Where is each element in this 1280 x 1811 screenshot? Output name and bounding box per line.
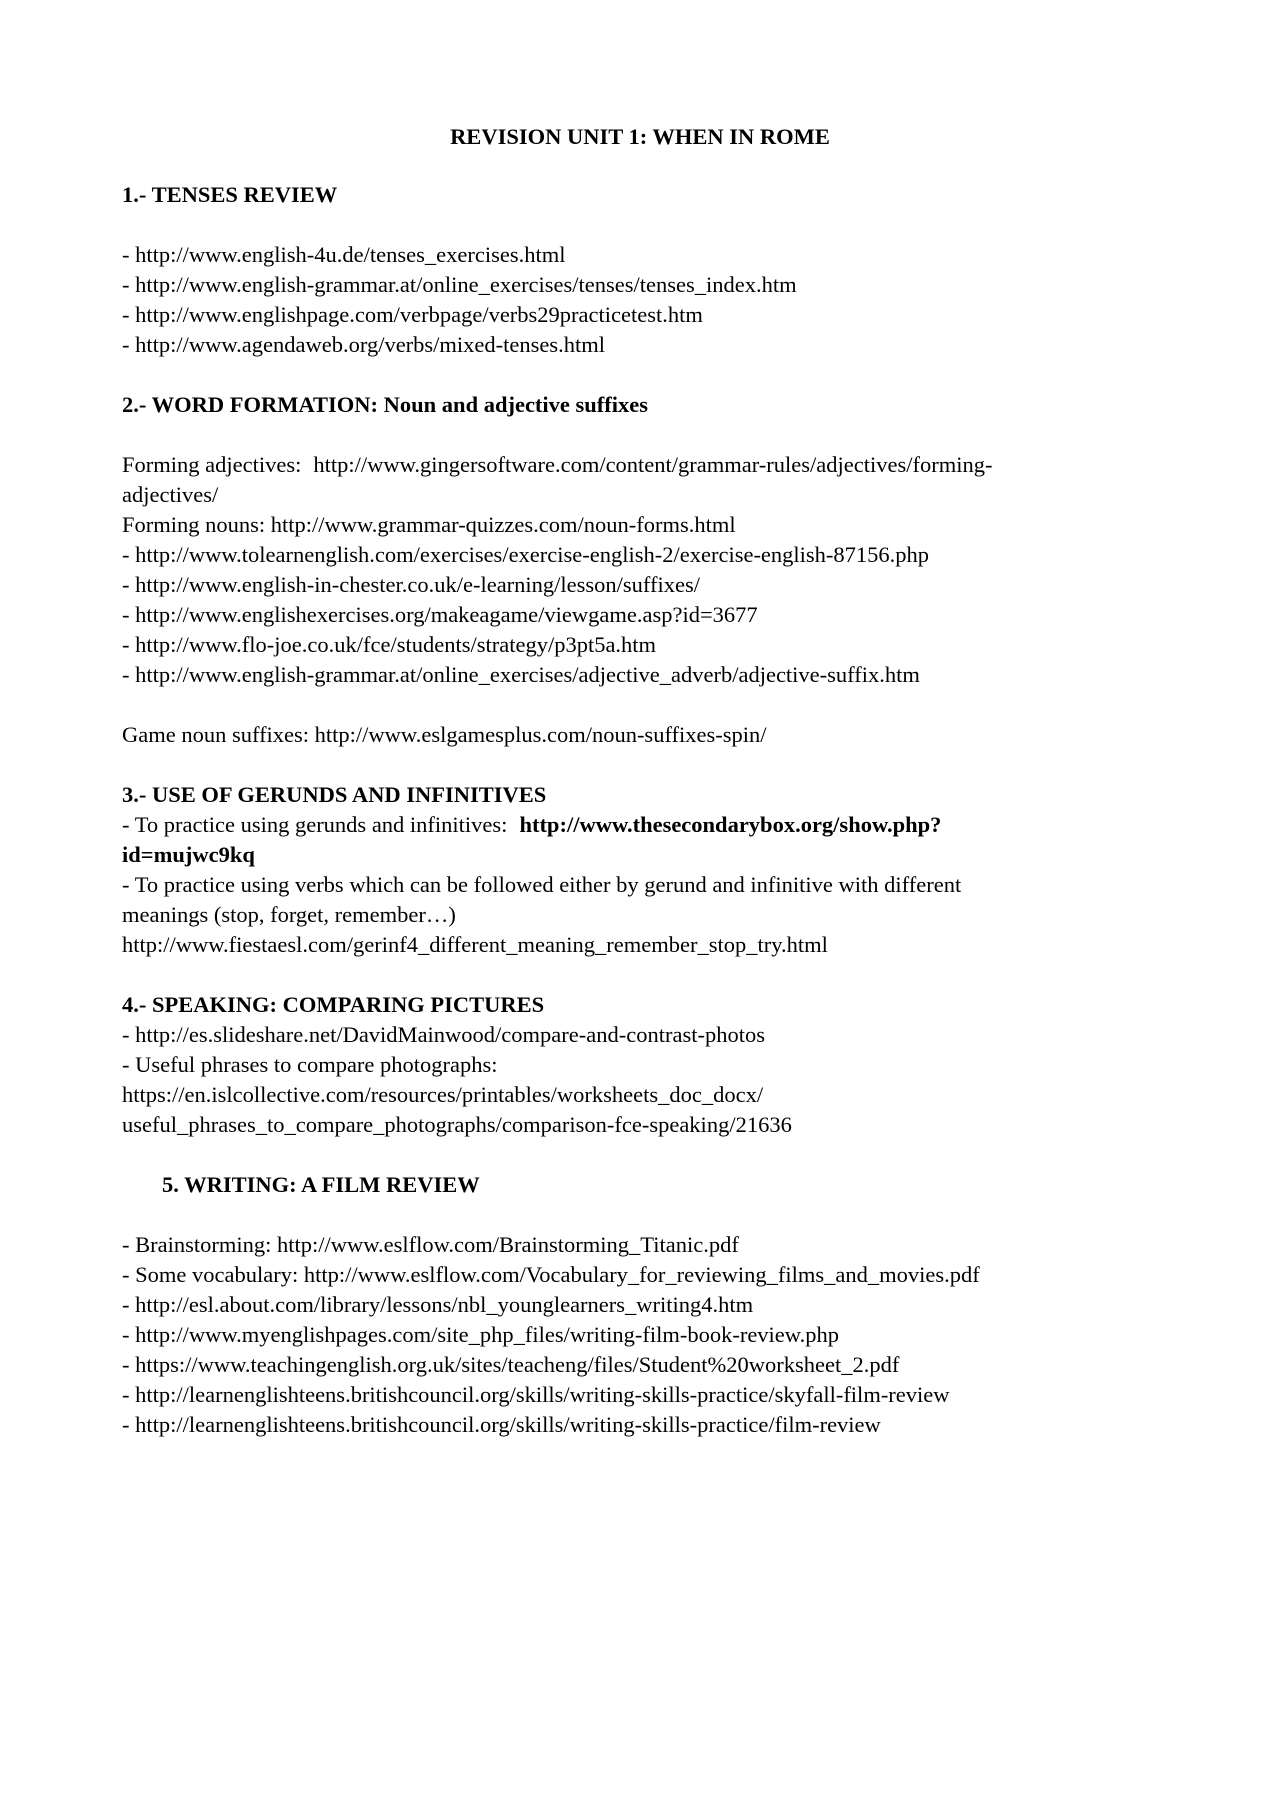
link-item[interactable]: - http://www.englishpage.com/verbpage/verbs29practicetest.htm — [122, 302, 703, 327]
game-noun-suffixes-line[interactable]: Game noun suffixes: http://www.eslgamesplus.com/noun-suffixes-spin/ — [122, 722, 767, 747]
link-item[interactable]: - https://www.teachingenglish.org.uk/sites/teacheng/files/Student%20worksheet_2.pdf — [122, 1352, 900, 1377]
gerunds-practice-link[interactable]: http://www.thesecondarybox.org/show.php? — [519, 812, 942, 837]
section-heading-tenses: 1.- TENSES REVIEW — [122, 182, 338, 207]
section-heading-writing: 5. WRITING: A FILM REVIEW — [162, 1172, 480, 1197]
document-title: REVISION UNIT 1: WHEN IN ROME — [450, 124, 830, 149]
link-item[interactable]: - http://www.english-grammar.at/online_exercises/tenses/tenses_index.htm — [122, 272, 797, 297]
link-item[interactable]: - http://learnenglishteens.britishcouncil.org/skills/writing-skills-practice/skyfall-film-review — [122, 1382, 950, 1407]
link-item[interactable]: - Brainstorming: http://www.eslflow.com/Brainstorming_Titanic.pdf — [122, 1232, 739, 1257]
link-item[interactable]: - http://www.myenglishpages.com/site_php_files/writing-film-book-review.php — [122, 1322, 839, 1347]
section-heading-word-formation: 2.- WORD FORMATION: Noun and adjective suffixes — [122, 392, 649, 417]
gerunds-practice-text: - To practice using gerunds and infinitives: — [122, 812, 508, 837]
forming-adjectives-line — [122, 450, 1162, 480]
verbs-meaning-text-cont: meanings (stop, forget, remember…) — [122, 902, 456, 927]
link-item[interactable]: - Some vocabulary: http://www.eslflow.com/Vocabulary_for_reviewing_films_and_movies.pdf — [122, 1262, 980, 1287]
link-item[interactable]: - http://www.english-4u.de/tenses_exercises.html — [122, 242, 566, 267]
link-item[interactable]: - http://learnenglishteens.britishcouncil.org/skills/writing-skills-practice/film-review — [122, 1412, 881, 1437]
forming-adjectives-link-cont[interactable]: adjectives/ — [122, 482, 219, 507]
link-item[interactable]: - http://www.tolearnenglish.com/exercises/exercise-english-2/exercise-english-87156.php — [122, 542, 930, 567]
useful-phrases-text: - Useful phrases to compare photographs: — [122, 1052, 498, 1077]
forming-adjectives-link[interactable]: http://www.gingersoftware.com/content/grammar-rules/adjectives/forming- — [313, 452, 993, 477]
forming-nouns-line[interactable]: Forming nouns: http://www.grammar-quizzes.com/noun-forms.html — [122, 512, 736, 537]
useful-phrases-link[interactable]: https://en.islcollective.com/resources/printables/worksheets_doc_docx/ — [122, 1082, 764, 1107]
link-item[interactable]: - http://www.english-grammar.at/online_exercises/adjective_adverb/adjective-suffix.htm — [122, 662, 920, 687]
link-item[interactable]: - http://www.agendaweb.org/verbs/mixed-tenses.html — [122, 332, 606, 357]
gerunds-practice-link-cont[interactable]: id=mujwc9kq — [122, 842, 255, 867]
forming-adjectives-label: Forming adjectives: — [122, 452, 302, 477]
gerunds-practice-line — [122, 810, 1162, 840]
link-item[interactable]: - http://www.english-in-chester.co.uk/e-learning/lesson/suffixes/ — [122, 572, 701, 597]
verbs-meaning-link[interactable]: http://www.fiestaesl.com/gerinf4_different_meaning_remember_stop_try.html — [122, 932, 828, 957]
useful-phrases-link-cont[interactable]: useful_phrases_to_compare_photographs/comparison-fce-speaking/21636 — [122, 1112, 792, 1137]
section-heading-speaking: 4.- SPEAKING: COMPARING PICTURES — [122, 992, 545, 1017]
link-item[interactable]: - http://es.slideshare.net/DavidMainwood/compare-and-contrast-photos — [122, 1022, 765, 1047]
section-heading-gerunds: 3.- USE OF GERUNDS AND INFINITIVES — [122, 782, 547, 807]
verbs-meaning-text: - To practice using verbs which can be followed either by gerund and infinitive with different — [122, 872, 962, 897]
document-body — [122, 180, 1162, 1440]
link-item[interactable]: - http://www.englishexercises.org/makeagame/viewgame.asp?id=3677 — [122, 602, 758, 627]
link-item[interactable]: - http://www.flo-joe.co.uk/fce/students/strategy/p3pt5a.htm — [122, 632, 657, 657]
link-item[interactable]: - http://esl.about.com/library/lessons/nbl_younglearners_writing4.htm — [122, 1292, 754, 1317]
